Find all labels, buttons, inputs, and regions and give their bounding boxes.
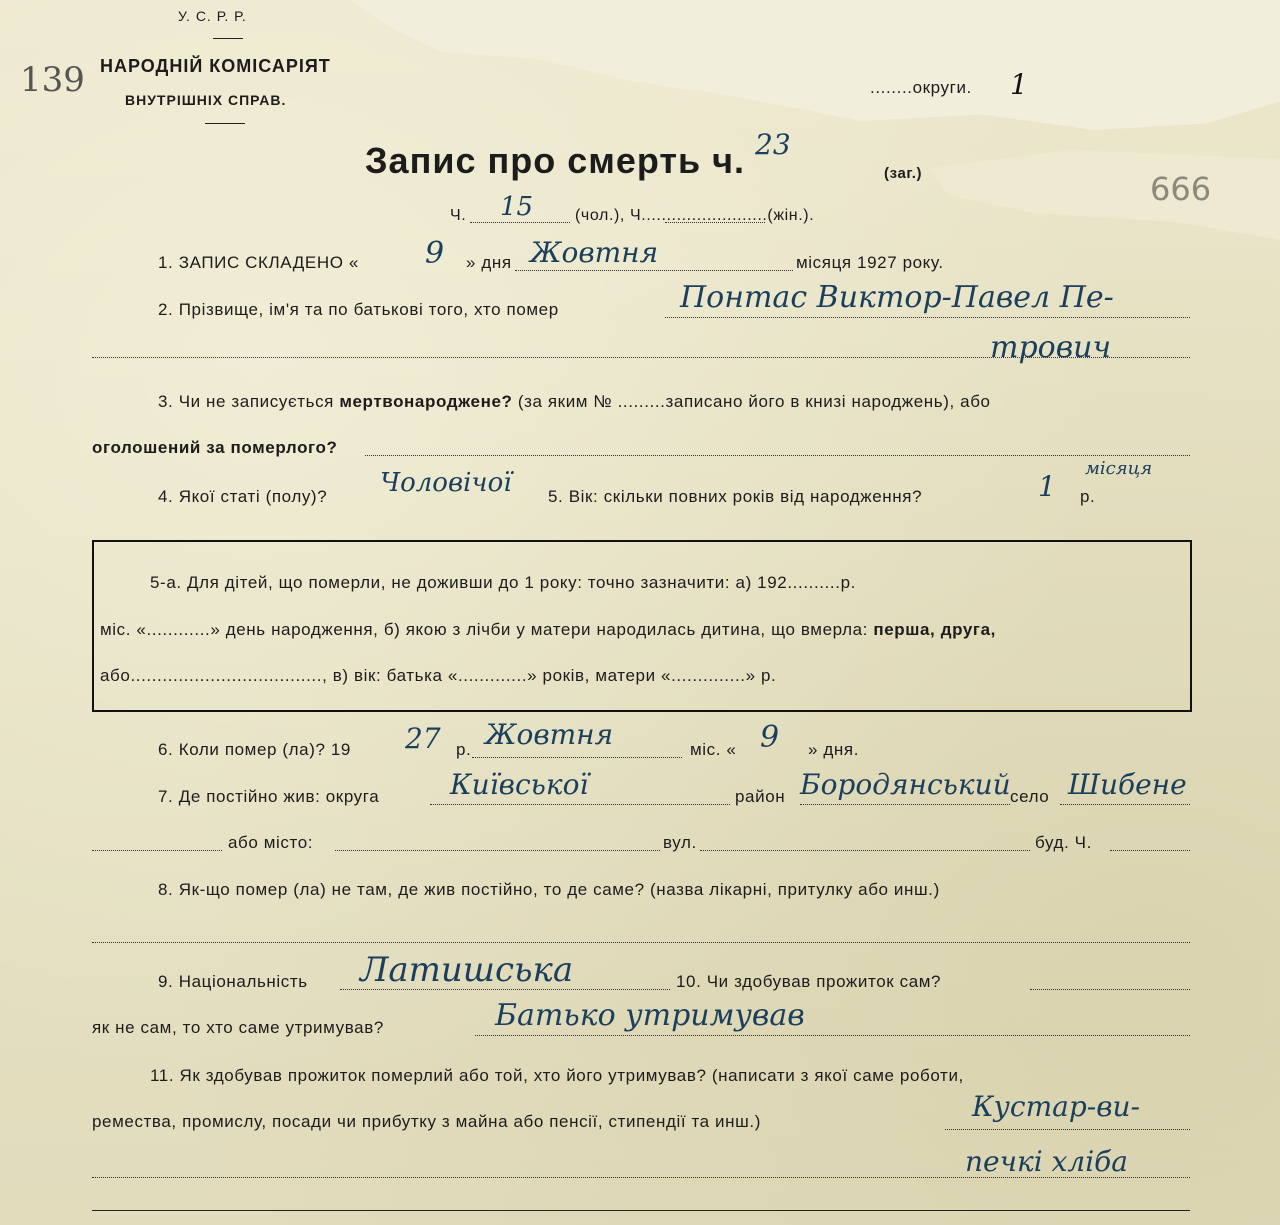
republic-abbr: У. С. Р. Р. <box>178 8 247 24</box>
field-3-text-c: (за яким № .........записано його в книзі народжень), або <box>512 392 991 411</box>
fill-line <box>700 850 1030 851</box>
count-male-label: Ч. <box>450 207 467 224</box>
torn-paper-area <box>350 0 1280 130</box>
field-7-okrug: Київської <box>450 768 589 801</box>
field-10-label: 10. Чи здобував прожиток сам? <box>676 972 942 991</box>
field-11-value: Кустар-ви- <box>972 1090 1141 1123</box>
field-6-label: 6. Коли помер (ла)? 19 <box>158 740 351 759</box>
field-7-misto: або місто: <box>228 833 314 852</box>
fill-line <box>475 1035 1190 1036</box>
fill-line <box>430 804 730 805</box>
field-3-line2: оголошений за померлого? <box>92 438 338 457</box>
field-3-label <box>158 392 991 412</box>
fill-line <box>665 317 1190 318</box>
field-5-suffix: р. <box>1080 487 1096 506</box>
count-male-value: 15 <box>500 192 534 222</box>
divider <box>213 38 243 39</box>
okrug-label: ........округи. <box>870 78 972 97</box>
commissariat-name: НАРОДНІЙ КОМІСАРІЯТ <box>100 56 331 76</box>
field-9-label: 9. Національність <box>158 972 308 991</box>
field-7-selo-value: Шибене <box>1068 768 1187 801</box>
fill-line <box>470 222 570 223</box>
field-5a-line1: 5-а. Для дітей, що померли, не доживши до 1 року: точно зазначити: а) 192..........р. <box>150 573 856 592</box>
field-7-raion: район <box>735 787 786 806</box>
fill-line <box>92 942 1190 943</box>
fill-line <box>945 1129 1190 1130</box>
field-1-day-label: » дня <box>466 253 512 272</box>
fill-line <box>1030 989 1190 990</box>
field-1-month: Жовтня <box>530 236 659 269</box>
torn-paper-area <box>930 150 1280 240</box>
field-5a-bold: перша, друга, <box>873 620 996 639</box>
field-11-label: 11. Як здобував прожиток померлий або той, хто його утримував? (написати з якої саме роботи, <box>150 1066 964 1085</box>
field-10-value: Батько утримував <box>495 998 805 1033</box>
field-11-value-cont: печкі хліба <box>965 1145 1128 1178</box>
fill-line <box>1110 850 1190 851</box>
count-female-label: (чол.), Ч.........................(жін.). <box>575 207 815 224</box>
commissariat-dept: ВНУТРІШНІХ СПРАВ. <box>125 92 287 108</box>
field-5a-text: міс. «............» день народження, б) якою з лічби у матери народилась дитина, що вмерла: <box>100 620 874 639</box>
divider <box>205 123 245 124</box>
fill-line <box>365 455 1190 456</box>
title-suffix: (заг.) <box>884 165 923 182</box>
field-2-name: Понтас Виктор-Павел Пе- <box>680 280 1114 315</box>
field-2-label: 2. Прізвище, ім'я та по батькові того, хто помер <box>158 300 559 319</box>
field-6-dnia: » дня. <box>808 740 860 759</box>
field-3-text-a: 3. Чи не записується <box>158 392 340 411</box>
field-1-label: 1. ЗАПИС СКЛАДЕНО « <box>158 253 359 272</box>
fill-line <box>515 270 793 271</box>
okrug-value: 1 <box>1010 68 1028 101</box>
fill-line <box>800 804 1010 805</box>
archive-page-number: 139 <box>20 60 85 100</box>
field-5a-line3: або...................................., в) вік: батька «.............» років, матери «..............» р. <box>100 666 777 685</box>
field-5-label: 5. Вік: скільки повних років від народження? <box>548 487 923 506</box>
field-6-r: р. <box>456 740 472 759</box>
record-number: 23 <box>755 128 791 161</box>
page-title: Запис про смерть ч. <box>365 140 746 181</box>
fill-line <box>92 850 222 851</box>
field-1-day: 9 <box>425 236 445 271</box>
field-7-selo: село <box>1010 787 1050 806</box>
field-9-value: Латишська <box>360 950 574 990</box>
field-4-label: 4. Якої статі (полу)? <box>158 487 328 506</box>
field-7-raion-value: Бородянський <box>800 768 1011 801</box>
field-7-bud: буд. Ч. <box>1035 833 1092 852</box>
field-2-name-cont: трович <box>990 330 1112 365</box>
field-5-unit: місяця <box>1085 458 1153 479</box>
field-6-day: 9 <box>760 720 780 755</box>
field-1-year: місяця 1927 року. <box>796 253 944 272</box>
field-11-line2: ремества, промислу, посади чи прибутку з майна або пенсії, стипендії та инш.) <box>92 1112 761 1131</box>
field-3-text-b: мертвонароджене? <box>339 392 513 411</box>
bottom-rule <box>92 1210 1190 1211</box>
stamp-number: 666 <box>1150 170 1212 208</box>
fill-line <box>1060 804 1190 805</box>
field-6-year: 27 <box>405 722 441 755</box>
field-10-line2: як не сам, то хто саме утримував? <box>92 1018 384 1037</box>
fill-line <box>472 757 682 758</box>
field-5a-line2 <box>100 620 996 640</box>
field-5-value: 1 <box>1038 470 1056 503</box>
field-7-label: 7. Де постійно жив: округа <box>158 787 380 806</box>
fill-line <box>665 222 765 223</box>
field-6-month: Жовтня <box>485 718 614 751</box>
field-6-mis: міс. « <box>690 740 737 759</box>
field-7-vul: вул. <box>663 833 697 852</box>
fill-line <box>335 850 660 851</box>
field-8-label: 8. Як-що помер (ла) не там, де жив постійно, то де саме? (назва лікарні, притулку або инш.) <box>158 880 940 899</box>
field-4-value: Чоловічої <box>380 468 512 498</box>
